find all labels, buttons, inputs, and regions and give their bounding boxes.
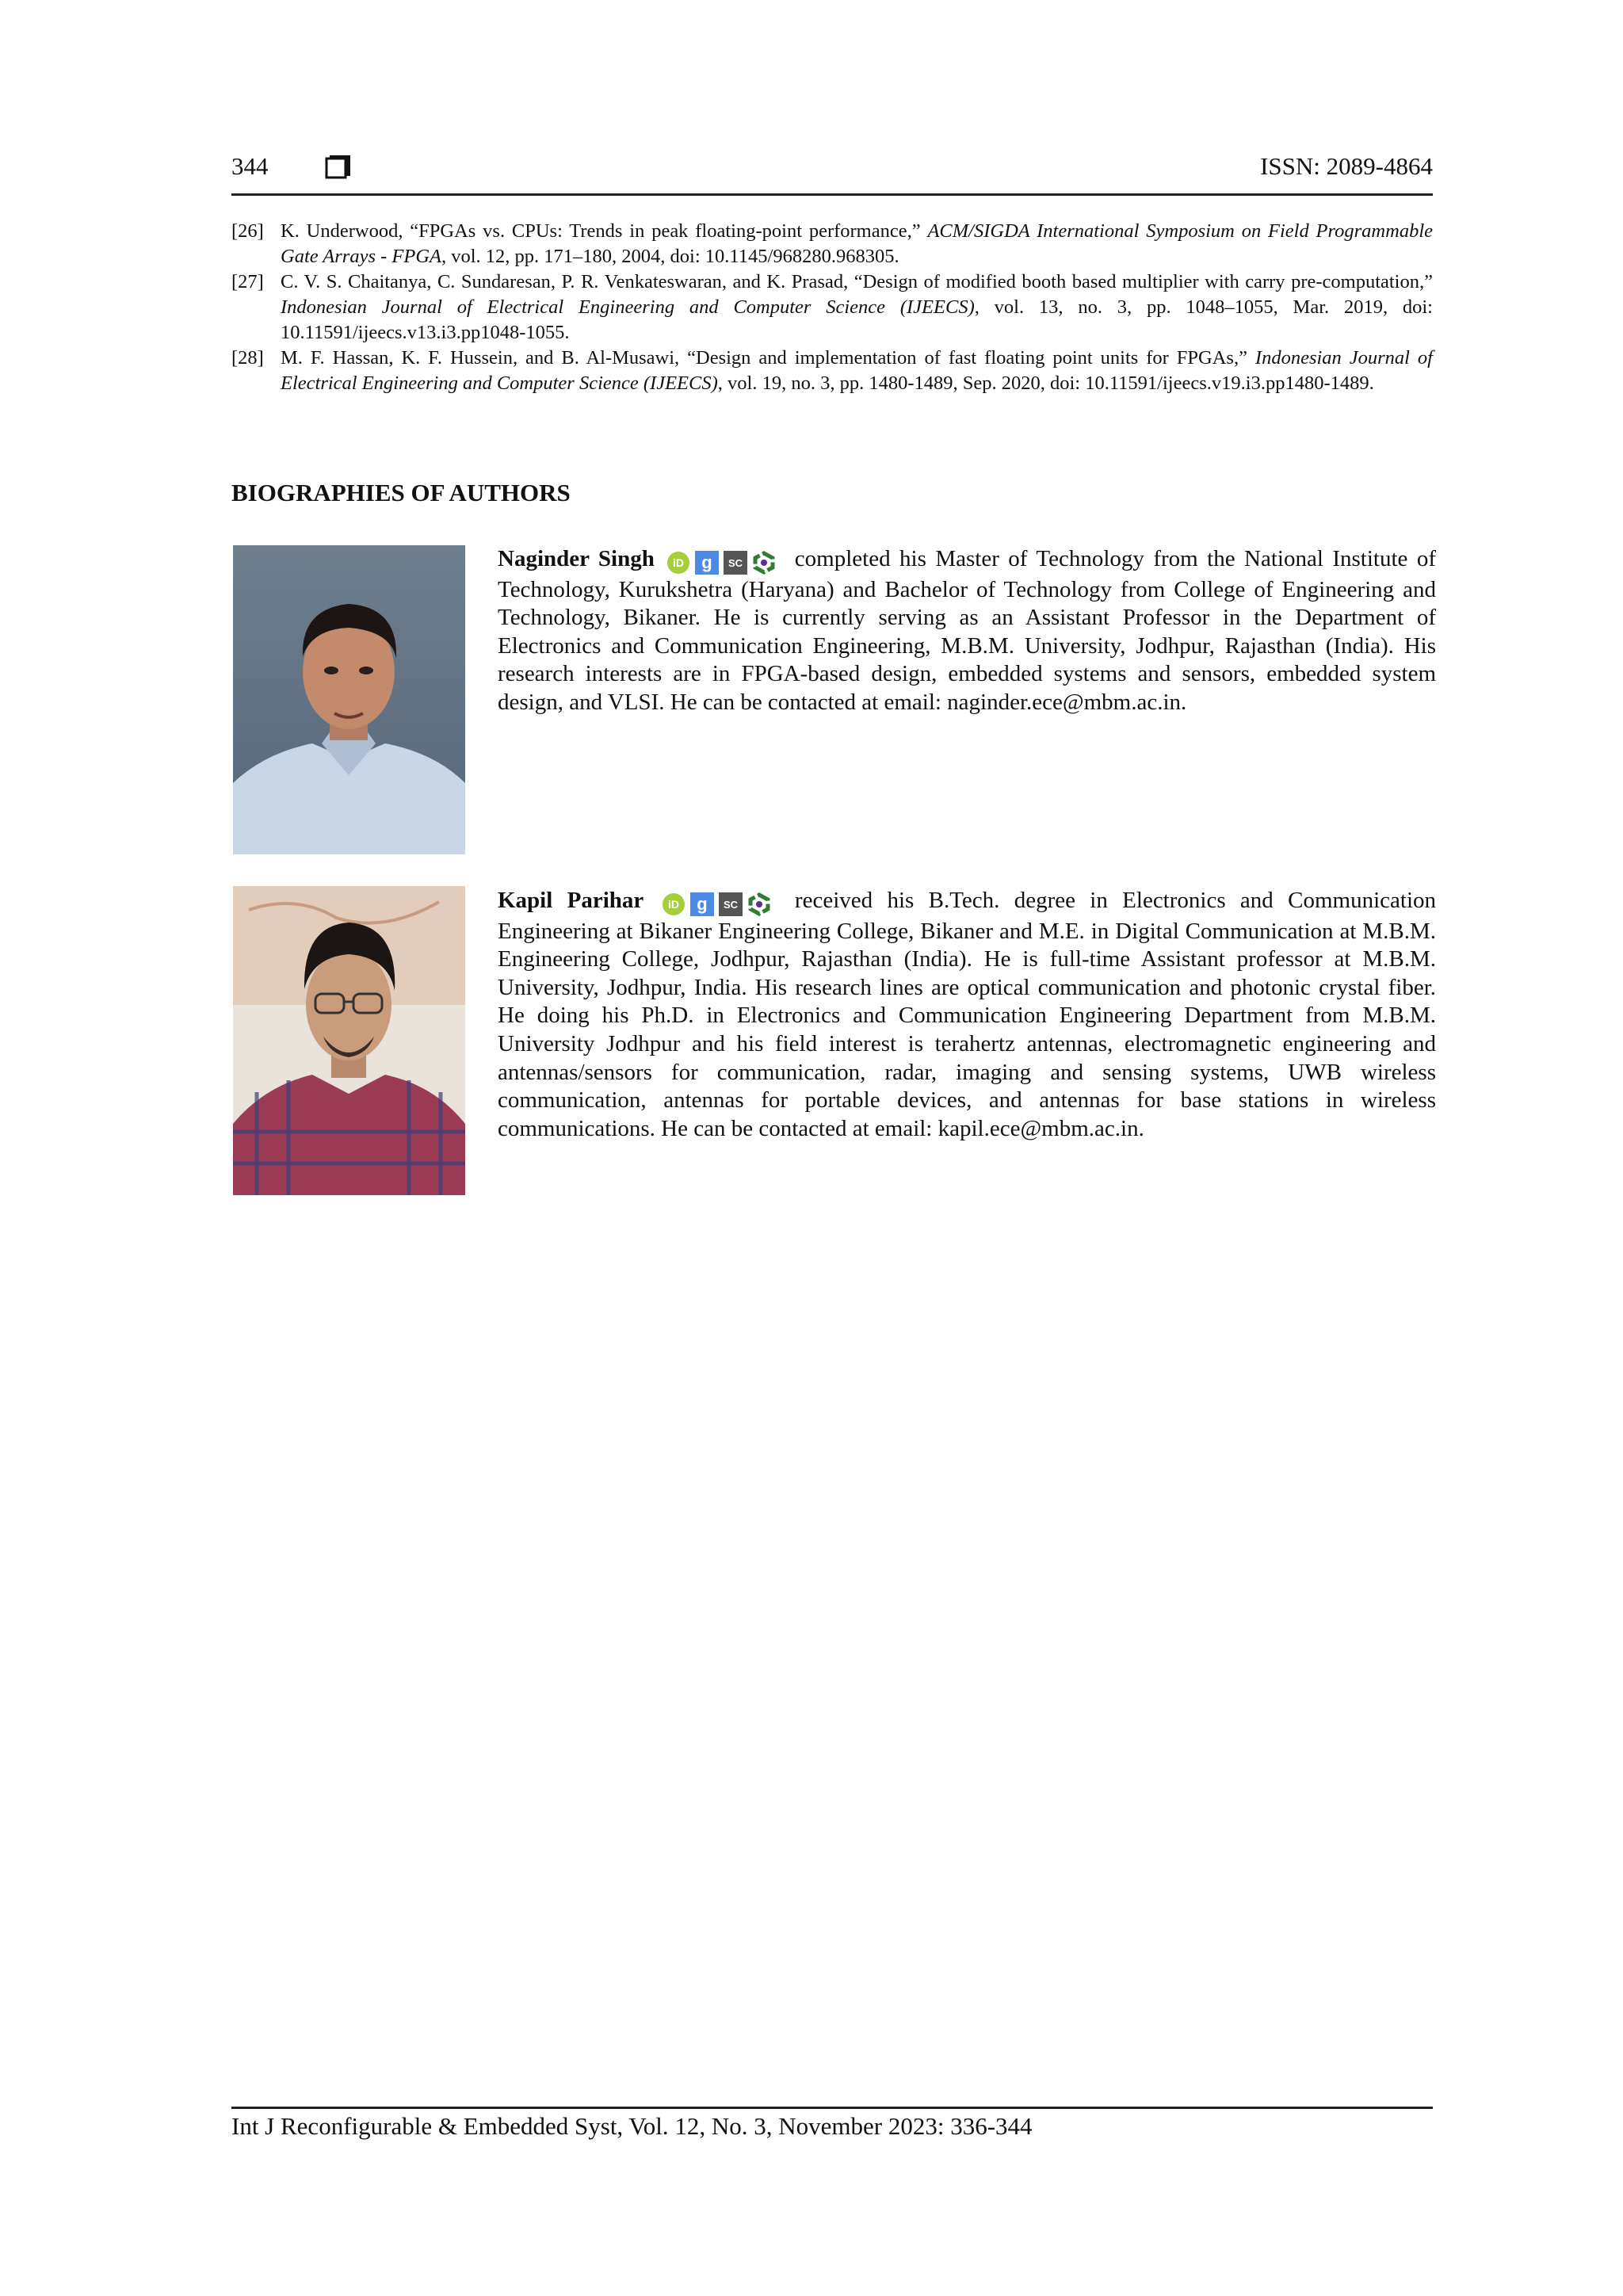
author-name: Kapil Parihar: [498, 888, 644, 913]
reference-details: , vol. 12, pp. 171–180, 2004, doi: 10.1145/968280.968305.: [441, 246, 899, 267]
google-scholar-icon[interactable]: [690, 892, 714, 916]
svg-text:iD: iD: [673, 556, 685, 570]
page-number: 344: [231, 152, 269, 180]
author-photo-naginder-singh: [233, 545, 465, 854]
author-bio-naginder-singh: [498, 545, 1436, 717]
reference-authors-title: C. V. S. Chaitanya, C. Sundaresan, P. R. Venkateswaran, and K. Prasad, “Design of modified booth based multiplier with carry pre-computation,”: [281, 271, 1433, 292]
publons-icon[interactable]: [752, 551, 776, 575]
publons-icon[interactable]: [747, 892, 771, 916]
reference-details: , vol. 13, no. 3, pp. 1048–1055, Mar. 2019, doi: 10.11591/ijeecs.v13.i3.pp1048-1055.: [281, 296, 1433, 343]
page-footer: [231, 2107, 1433, 2141]
journal-citation: Int J Reconfigurable & Embedded Syst, Vol. 12, No. 3, November 2023: 336-344: [231, 2112, 1033, 2140]
reference-venue: Indonesian Journal of Electrical Engineering and Computer Science (IJEECS): [281, 296, 975, 318]
scopus-icon[interactable]: [724, 551, 747, 575]
references-list: [231, 219, 1433, 396]
svg-text:SC: SC: [723, 899, 738, 911]
svg-text:iD: iD: [667, 898, 679, 911]
reference-item: [231, 346, 1433, 396]
profile-icons: [662, 889, 776, 918]
reference-details: , vol. 19, no. 3, pp. 1480-1489, Sep. 2020, doi: 10.11591/ijeecs.v19.i3.pp1480-1489.: [717, 372, 1374, 394]
google-scholar-icon[interactable]: [695, 551, 719, 575]
author-bio-kapil-parihar: [498, 887, 1436, 1143]
issn-label: ISSN: 2089-4864: [1260, 152, 1433, 180]
biographies-heading: BIOGRAPHIES OF AUTHORS: [231, 479, 571, 506]
square-bullet-icon: [325, 154, 352, 181]
reference-item: [231, 269, 1433, 346]
orcid-icon[interactable]: [666, 551, 690, 575]
reference-venue: Indonesian Journal of Electrical Engineering and Computer Science (IJEECS): [281, 347, 1433, 394]
reference-number: [26]: [231, 220, 264, 242]
svg-text:g: g: [701, 552, 713, 573]
profile-icons: [666, 548, 781, 576]
reference-item: [231, 219, 1433, 269]
svg-text:SC: SC: [728, 557, 743, 570]
reference-number: [27]: [231, 271, 264, 292]
scopus-icon[interactable]: [719, 892, 743, 916]
author-name: Naginder Singh: [498, 546, 655, 571]
page-header: [231, 152, 1433, 196]
reference-authors-title: M. F. Hassan, K. F. Hussein, and B. Al-Musawi, “Design and implementation of fast floating point units for FPGAs,”: [281, 347, 1255, 369]
author-bio-text: received his B.Tech. degree in Electronics and Communication Engineering at Bikaner Engineering College, Bikaner and M.E. in Digital Communication at M.B.M. Engineering College, Jodhpur, Rajasthan (India). He is full-time Assistant professor at M.B.M. University, Jodhpur, India. His research lines are optical communication and photonic crystal fiber. He doing his Ph.D. in Electronics and Communication Engineering Department from M.B.M. University Jodhpur and his field interest is terahertz antennas, electromagnetic engineering and antennas/sensors for communication, radar, imaging and sensing systems, UWB wireless communication, antennas for portable devices, and antennas for base stations in wireless communications. He can be contacted at email: kapil.ece@mbm.ac.in.: [498, 888, 1436, 1141]
orcid-icon[interactable]: [662, 892, 685, 916]
author-photo-kapil-parihar: [233, 886, 465, 1195]
author-bio-text: completed his Master of Technology from the National Institute of Technology, Kurukshetra (Haryana) and Bachelor of Technology from College of Engineering and Technology, Bikaner. He is currently serving as an Assistant Professor in the Department of Electronics and Communication Engineering, M.B.M. University, Jodhpur, Rajasthan (India). His research interests are in FPGA-based design, embedded systems and sensors, embedded system design, and VLSI. He can be contacted at email: naginder.ece@mbm.ac.in.: [498, 546, 1436, 715]
reference-venue: ACM/SIGDA International Symposium on Field Programmable Gate Arrays - FPGA: [281, 220, 1434, 267]
reference-authors-title: K. Underwood, “FPGAs vs. CPUs: Trends in peak floating-point performance,”: [281, 220, 928, 242]
svg-text:g: g: [696, 894, 708, 915]
reference-number: [28]: [231, 347, 264, 369]
